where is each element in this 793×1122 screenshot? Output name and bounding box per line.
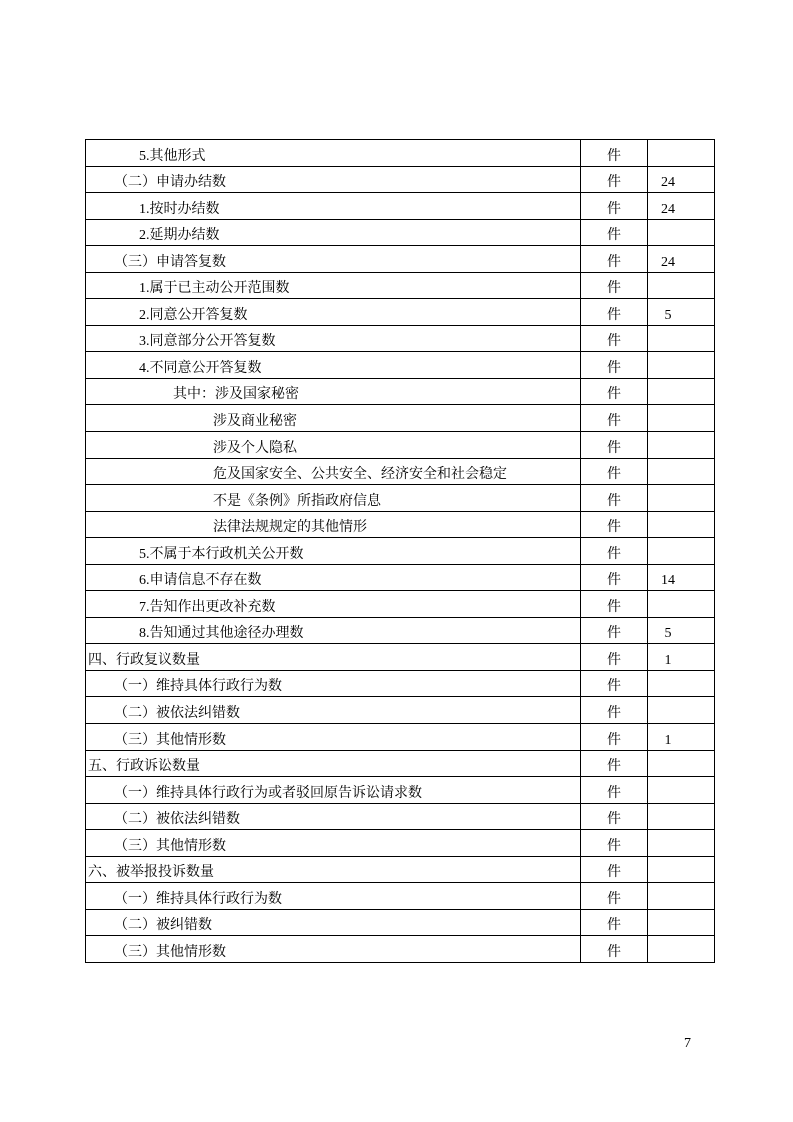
row-label: （一）维持具体行政行为或者驳回原告诉讼请求数 bbox=[86, 777, 581, 803]
row-label: 其中：涉及国家秘密 bbox=[86, 379, 581, 405]
row-unit: 件 bbox=[581, 459, 648, 485]
row-unit: 件 bbox=[581, 751, 648, 777]
row-label: 不是《条例》所指政府信息 bbox=[86, 485, 581, 511]
row-label: （二）申请办结数 bbox=[86, 167, 581, 193]
row-value bbox=[648, 459, 714, 485]
table-row bbox=[86, 140, 714, 167]
row-label: 5.其他形式 bbox=[86, 140, 581, 166]
row-label: 涉及商业秘密 bbox=[86, 405, 581, 431]
row-unit: 件 bbox=[581, 193, 648, 219]
row-unit: 件 bbox=[581, 910, 648, 936]
row-unit: 件 bbox=[581, 246, 648, 272]
table-row bbox=[86, 591, 714, 618]
row-label: 五、行政诉讼数量 bbox=[86, 751, 581, 777]
row-unit: 件 bbox=[581, 299, 648, 325]
row-value: 24 bbox=[661, 201, 675, 217]
row-unit: 件 bbox=[581, 512, 648, 538]
table-row bbox=[86, 644, 714, 671]
row-label: （三）其他情形数 bbox=[86, 724, 581, 750]
row-unit: 件 bbox=[581, 326, 648, 352]
row-unit: 件 bbox=[581, 565, 648, 591]
row-value bbox=[648, 405, 714, 431]
row-unit: 件 bbox=[581, 167, 648, 193]
row-value bbox=[648, 432, 714, 458]
statistics-table bbox=[85, 139, 715, 963]
row-value bbox=[648, 777, 714, 803]
row-unit: 件 bbox=[581, 777, 648, 803]
table-row bbox=[86, 618, 714, 645]
row-label: 8.告知通过其他途径办理数 bbox=[86, 618, 581, 644]
row-value bbox=[648, 936, 714, 962]
row-unit: 件 bbox=[581, 140, 648, 166]
page-number: 7 bbox=[684, 1036, 691, 1051]
row-unit: 件 bbox=[581, 379, 648, 405]
row-label: 2.同意公开答复数 bbox=[86, 299, 581, 325]
row-unit: 件 bbox=[581, 273, 648, 299]
row-value bbox=[648, 220, 714, 246]
table-row bbox=[86, 830, 714, 857]
table-row bbox=[86, 910, 714, 937]
row-value bbox=[648, 671, 714, 697]
row-label: 1.按时办结数 bbox=[86, 193, 581, 219]
row-label: 法律法规规定的其他情形 bbox=[86, 512, 581, 538]
row-unit: 件 bbox=[581, 671, 648, 697]
table-row bbox=[86, 804, 714, 831]
row-value bbox=[648, 830, 714, 856]
row-label: 涉及个人隐私 bbox=[86, 432, 581, 458]
row-value bbox=[648, 857, 714, 883]
row-unit: 件 bbox=[581, 352, 648, 378]
row-value: 14 bbox=[661, 573, 675, 589]
row-unit: 件 bbox=[581, 857, 648, 883]
row-label: 2.延期办结数 bbox=[86, 220, 581, 246]
row-unit: 件 bbox=[581, 618, 648, 644]
table-row bbox=[86, 220, 714, 247]
table-row bbox=[86, 273, 714, 300]
table-row bbox=[86, 565, 714, 592]
table-row bbox=[86, 432, 714, 459]
row-label: （二）被依法纠错数 bbox=[86, 697, 581, 723]
row-value: 24 bbox=[661, 175, 675, 191]
row-label: （三）申请答复数 bbox=[86, 246, 581, 272]
row-label: （三）其他情形数 bbox=[86, 936, 581, 962]
row-value bbox=[648, 538, 714, 564]
table-row bbox=[86, 857, 714, 884]
row-label: 5.不属于本行政机关公开数 bbox=[86, 538, 581, 564]
row-unit: 件 bbox=[581, 883, 648, 909]
row-unit: 件 bbox=[581, 830, 648, 856]
row-value bbox=[648, 697, 714, 723]
row-unit: 件 bbox=[581, 644, 648, 670]
row-unit: 件 bbox=[581, 538, 648, 564]
table-row bbox=[86, 352, 714, 379]
table-row bbox=[86, 193, 714, 220]
table-row bbox=[86, 512, 714, 539]
row-value bbox=[648, 273, 714, 299]
table-row bbox=[86, 724, 714, 751]
row-label: （三）其他情形数 bbox=[86, 830, 581, 856]
table-row bbox=[86, 936, 714, 962]
row-value bbox=[648, 512, 714, 538]
table-row bbox=[86, 379, 714, 406]
row-value bbox=[648, 804, 714, 830]
row-unit: 件 bbox=[581, 220, 648, 246]
table-row bbox=[86, 326, 714, 353]
row-unit: 件 bbox=[581, 485, 648, 511]
table-row bbox=[86, 671, 714, 698]
row-unit: 件 bbox=[581, 591, 648, 617]
row-value bbox=[648, 326, 714, 352]
table-row bbox=[86, 485, 714, 512]
row-unit: 件 bbox=[581, 936, 648, 962]
row-value: 1 bbox=[664, 732, 672, 748]
row-unit: 件 bbox=[581, 405, 648, 431]
row-value bbox=[648, 140, 714, 166]
row-value: 5 bbox=[664, 307, 672, 323]
row-unit: 件 bbox=[581, 697, 648, 723]
row-label: 四、行政复议数量 bbox=[86, 644, 581, 670]
row-value: 24 bbox=[661, 254, 675, 270]
table-row bbox=[86, 751, 714, 778]
row-value bbox=[648, 751, 714, 777]
table-row bbox=[86, 299, 714, 326]
row-value bbox=[648, 883, 714, 909]
table-row bbox=[86, 459, 714, 486]
table-row bbox=[86, 697, 714, 724]
table-row bbox=[86, 538, 714, 565]
row-label: 1.属于已主动公开范围数 bbox=[86, 273, 581, 299]
row-label: 6.申请信息不存在数 bbox=[86, 565, 581, 591]
row-value: 1 bbox=[664, 652, 672, 668]
row-unit: 件 bbox=[581, 724, 648, 750]
table-row bbox=[86, 167, 714, 194]
row-unit: 件 bbox=[581, 432, 648, 458]
row-label: 六、被举报投诉数量 bbox=[86, 857, 581, 883]
row-label: 4.不同意公开答复数 bbox=[86, 352, 581, 378]
table-row bbox=[86, 883, 714, 910]
row-label: （二）被纠错数 bbox=[86, 910, 581, 936]
row-value bbox=[648, 485, 714, 511]
table-row bbox=[86, 405, 714, 432]
row-label: 危及国家安全、公共安全、经济安全和社会稳定 bbox=[86, 459, 581, 485]
row-label: （一）维持具体行政行为数 bbox=[86, 883, 581, 909]
row-value bbox=[648, 352, 714, 378]
row-value bbox=[648, 379, 714, 405]
row-value bbox=[648, 910, 714, 936]
table-row bbox=[86, 777, 714, 804]
row-value: 5 bbox=[664, 626, 672, 642]
row-unit: 件 bbox=[581, 804, 648, 830]
table-row bbox=[86, 246, 714, 273]
row-value bbox=[648, 591, 714, 617]
row-label: 3.同意部分公开答复数 bbox=[86, 326, 581, 352]
row-label: 7.告知作出更改补充数 bbox=[86, 591, 581, 617]
row-label: （二）被依法纠错数 bbox=[86, 804, 581, 830]
row-label: （一）维持具体行政行为数 bbox=[86, 671, 581, 697]
